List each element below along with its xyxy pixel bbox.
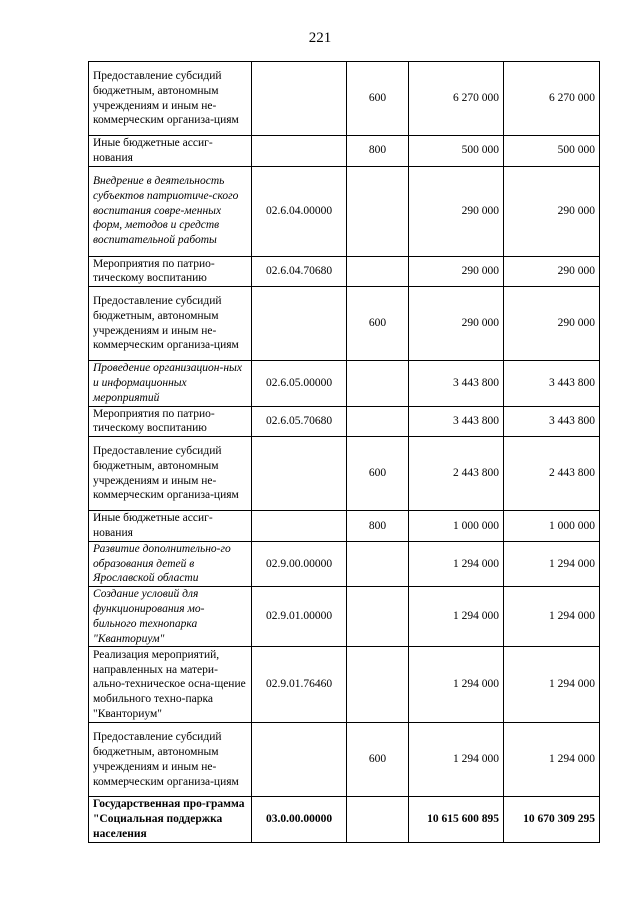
row-code-cell: 02.6.04.70680 [252,256,347,287]
row-code-cell [252,437,347,511]
table-row [89,406,600,437]
budget-table [88,61,600,843]
row-expense-type-cell [347,166,409,256]
row-name-cell: Развитие дополнительно-го образования детей в Ярославской области [89,541,252,586]
row-code-cell: 02.9.01.76460 [252,647,347,723]
row-code-cell [252,287,347,361]
page-number: 221 [308,30,332,46]
row-expense-type-cell [347,647,409,723]
row-amount-year2-cell: 2 443 800 [504,437,600,511]
row-amount-year2-cell: 3 443 800 [504,361,600,406]
row-name-cell: Предоставление субсидий бюджетным, автономным учреждениям и иным не-коммерческим организа-циям [89,437,252,511]
row-code-cell [252,62,347,136]
row-amount-year1-cell: 1 294 000 [409,587,504,647]
table-row [89,797,600,842]
row-code-cell: 02.6.05.00000 [252,361,347,406]
row-amount-year2-cell: 290 000 [504,166,600,256]
row-amount-year2-cell: 1 294 000 [504,541,600,586]
row-amount-year2-cell: 1 000 000 [504,511,600,542]
row-expense-type-cell: 800 [347,136,409,167]
row-expense-type-cell: 600 [347,723,409,797]
row-amount-year1-cell: 1 294 000 [409,647,504,723]
row-amount-year2-cell: 1 294 000 [504,587,600,647]
row-code-cell: 02.6.04.00000 [252,166,347,256]
row-amount-year1-cell: 6 270 000 [409,62,504,136]
row-amount-year1-cell: 500 000 [409,136,504,167]
row-expense-type-cell [347,406,409,437]
table-row [89,511,600,542]
row-amount-year1-cell: 290 000 [409,256,504,287]
row-expense-type-cell: 600 [347,287,409,361]
row-name-cell: Мероприятия по патрио-тическому воспитанию [89,406,252,437]
row-amount-year1-cell: 3 443 800 [409,406,504,437]
row-amount-year2-cell: 3 443 800 [504,406,600,437]
row-amount-year1-cell: 290 000 [409,287,504,361]
row-name-cell: Мероприятия по патрио-тическому воспитанию [89,256,252,287]
row-expense-type-cell [347,587,409,647]
row-code-cell: 02.9.00.00000 [252,541,347,586]
row-amount-year2-cell: 10 670 309 295 [504,797,600,842]
row-expense-type-cell [347,541,409,586]
row-amount-year2-cell: 1 294 000 [504,647,600,723]
row-code-cell: 02.6.05.70680 [252,406,347,437]
row-name-cell: Государственная про-грамма "Социальная поддержка населения [89,797,252,842]
table-row [89,361,600,406]
row-amount-year1-cell: 1 294 000 [409,541,504,586]
row-code-cell [252,723,347,797]
row-amount-year1-cell: 2 443 800 [409,437,504,511]
row-amount-year1-cell: 3 443 800 [409,361,504,406]
row-amount-year2-cell: 6 270 000 [504,62,600,136]
row-code-cell: 02.9.01.00000 [252,587,347,647]
row-amount-year1-cell: 10 615 600 895 [409,797,504,842]
row-amount-year2-cell: 1 294 000 [504,723,600,797]
table-row [89,541,600,586]
row-name-cell: Внедрение в деятельность субъектов патриотиче-ского воспитания совре-менных форм, методов и средств воспитательной работы [89,166,252,256]
row-expense-type-cell: 800 [347,511,409,542]
table-row [89,437,600,511]
row-name-cell: Иные бюджетные ассиг-нования [89,136,252,167]
table-row [89,256,600,287]
row-code-cell [252,136,347,167]
row-name-cell: Предоставление субсидий бюджетным, автономным учреждениям и иным не-коммерческим организа-циям [89,62,252,136]
row-name-cell: Создание условий для функционирования мо-бильного технопарка "Кванториум" [89,587,252,647]
row-name-cell: Реализация мероприятий, направленных на матери-ально-техническое осна-щение мобильного техно-парка "Кванториум" [89,647,252,723]
row-amount-year2-cell: 290 000 [504,256,600,287]
row-name-cell: Предоставление субсидий бюджетным, автономным учреждениям и иным не-коммерческим организа-циям [89,287,252,361]
row-name-cell: Иные бюджетные ассиг-нования [89,511,252,542]
row-name-cell: Предоставление субсидий бюджетным, автономным учреждениям и иным не-коммерческим организа-циям [89,723,252,797]
table-row [89,62,600,136]
row-amount-year1-cell: 1 000 000 [409,511,504,542]
row-amount-year1-cell: 290 000 [409,166,504,256]
table-row [89,647,600,723]
row-name-cell: Проведение организацион-ных и информационных мероприятий [89,361,252,406]
row-code-cell: 03.0.00.00000 [252,797,347,842]
table-row [89,287,600,361]
row-amount-year2-cell: 500 000 [504,136,600,167]
row-amount-year1-cell: 1 294 000 [409,723,504,797]
row-expense-type-cell [347,797,409,842]
table-row [89,166,600,256]
row-expense-type-cell: 600 [347,62,409,136]
budget-table-body [89,62,600,843]
table-row [89,587,600,647]
row-expense-type-cell [347,256,409,287]
row-amount-year2-cell: 290 000 [504,287,600,361]
row-code-cell [252,511,347,542]
row-expense-type-cell: 600 [347,437,409,511]
row-expense-type-cell [347,361,409,406]
table-row [89,723,600,797]
table-row [89,136,600,167]
